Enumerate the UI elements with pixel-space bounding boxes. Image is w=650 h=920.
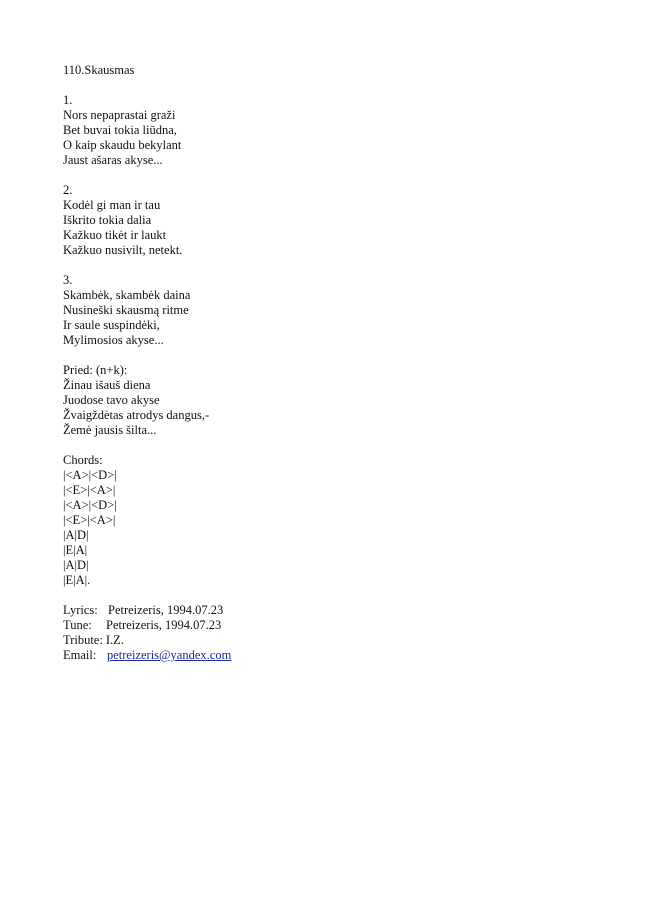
tribute-label: Tribute:: [63, 633, 103, 647]
verse-number: 2.: [63, 183, 73, 197]
chord-line: |A|D|: [63, 528, 89, 542]
lyrics-value: Petreizeris, 1994.07.23: [108, 603, 224, 617]
email-link[interactable]: petreizeris@yandex.com: [107, 648, 232, 662]
verse-line: Mylimosios akyse...: [63, 333, 164, 347]
credit-lyrics: [63, 603, 623, 618]
chorus: [63, 363, 623, 438]
chord-line: |E|A|.: [63, 573, 91, 587]
lyrics-label: Lyrics:: [63, 603, 98, 617]
chorus-line: Žinau išauš diena: [63, 378, 151, 392]
spacer: [63, 258, 623, 273]
chorus-line: Žvaigždėtas atrodys dangus,-: [63, 408, 210, 422]
chord-line: |<E>|<A>|: [63, 483, 116, 497]
chorus-label: Pried: (n+k):: [63, 363, 128, 377]
spacer: [63, 168, 623, 183]
spacer: [63, 438, 623, 453]
verse-line: Jaust ašaras akyse...: [63, 153, 163, 167]
email-label: Email:: [63, 648, 97, 662]
chord-line: |<A>|<D>|: [63, 468, 117, 482]
chorus-line: Juodose tavo akyse: [63, 393, 160, 407]
credit-tribute: [63, 633, 623, 648]
verse-line: Kažkuo nusivilt, netekt.: [63, 243, 183, 257]
verse-line: Iškrito tokia dalia: [63, 213, 152, 227]
verse-2: [63, 183, 623, 258]
song-title: 110.Skausmas: [63, 63, 135, 77]
chord-line: |<A>|<D>|: [63, 498, 117, 512]
verse-3: [63, 273, 623, 348]
verse-line: Kažkuo tikėt ir laukt: [63, 228, 167, 242]
chord-line: |A|D|: [63, 558, 89, 572]
verse-line: Nors nepaprastai graži: [63, 108, 176, 122]
verse-number: 1.: [63, 93, 73, 107]
tribute-value: I.Z.: [105, 633, 124, 647]
chord-line: |E|A|: [63, 543, 88, 557]
verse-line: Bet buvai tokia liūdna,: [63, 123, 177, 137]
spacer: [63, 78, 623, 93]
chords-label: Chords:: [63, 453, 103, 467]
verse-line: Kodėl gi man ir tau: [63, 198, 161, 212]
chorus-line: Žemė jausis šilta...: [63, 423, 157, 437]
spacer: [63, 348, 623, 363]
credits: [63, 603, 623, 663]
chords: [63, 453, 623, 588]
spacer: [63, 588, 623, 603]
credit-email: [63, 648, 623, 663]
tune-label: Tune:: [63, 618, 92, 632]
chord-line: |<E>|<A>|: [63, 513, 116, 527]
song-document: [63, 63, 623, 663]
verse-line: O kaip skaudu bekylant: [63, 138, 182, 152]
verse-line: Ir saule suspindėki,: [63, 318, 160, 332]
verse-number: 3.: [63, 273, 73, 287]
verse-line: Nusineški skausmą ritme: [63, 303, 189, 317]
verse-line: Skambėk, skambėk daina: [63, 288, 191, 302]
tune-value: Petreizeris, 1994.07.23: [106, 618, 222, 632]
credit-tune: [63, 618, 623, 633]
verse-1: [63, 93, 623, 168]
